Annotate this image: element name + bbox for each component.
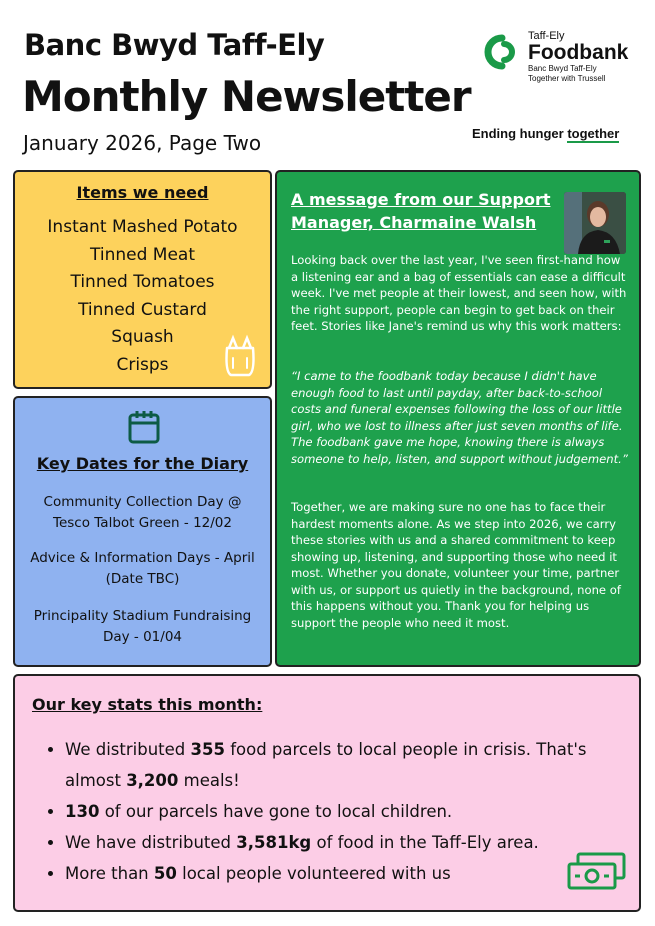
- logo-sub-line1: Banc Bwyd Taff-Ely: [528, 64, 597, 73]
- stat-text: meals!: [178, 771, 240, 790]
- items-needed-heading: Items we need: [76, 183, 209, 202]
- list-item: Tinned Tomatoes: [70, 272, 215, 292]
- list-item: Tinned Meat: [90, 244, 195, 265]
- logo-main-text: Foodbank: [528, 41, 629, 64]
- list-item: Instant Mashed Potato: [47, 217, 238, 237]
- logo-top-text: Taff-Ely: [528, 30, 565, 42]
- stat-text: We have distributed: [65, 833, 237, 852]
- stat-text: local people volunteered with us: [176, 864, 451, 883]
- stat-text: More than: [65, 864, 154, 883]
- message-panel: [275, 170, 641, 667]
- stat-text: of food in the Taff-Ely area.: [311, 833, 539, 852]
- logo-sub-line2: Together with Trussell: [528, 74, 606, 83]
- foodbank-logo-icon: [482, 32, 522, 72]
- stat-number: 355: [190, 740, 225, 759]
- organisation-name: Banc Bwyd Taff-Ely: [24, 28, 325, 62]
- tagline: [472, 126, 619, 141]
- message-heading: A message from our Support Manager, Charmaine Walsh: [291, 190, 551, 232]
- list-item: Tinned Custard: [78, 299, 207, 320]
- items-needed-panel: [13, 170, 272, 389]
- message-paragraph-2: Together, we are making sure no one has to face their hardest moments alone. As we step into 2026, we carry these stories with us and a shared commitment to keep showing up, listening, and supporting those who need it most. Whether you donate, volunteer your time, partner with us, or support us quietly in the background, none of this happens without you. Thank you for helping us support the people who need it most.: [291, 500, 621, 630]
- list-item: [65, 734, 645, 796]
- stat-text: food parcels to local people in crisis. That's almost: [65, 740, 587, 790]
- key-dates-panel: [13, 396, 272, 667]
- stats-list: [35, 734, 645, 889]
- tagline-part2: together: [567, 126, 620, 141]
- date-item: Principality Stadium Fundraising Day - 01/04: [33, 608, 252, 645]
- stat-text: of our parcels have gone to local children.: [99, 802, 453, 821]
- list-item: [65, 796, 645, 827]
- date-item: Advice & Information Days - April (Date TBC): [30, 550, 255, 587]
- stats-panel: [13, 674, 641, 912]
- shopping-bag-icon: [223, 334, 257, 378]
- list-item: Squash: [111, 327, 174, 347]
- stats-heading: Our key stats this month:: [32, 695, 263, 714]
- key-dates-heading: Key Dates for the Diary: [36, 454, 249, 473]
- stat-number: 130: [65, 802, 100, 821]
- foodbank-logo: [482, 30, 642, 90]
- calendar-icon: [128, 410, 160, 444]
- stat-number: 3,200: [126, 771, 179, 790]
- message-paragraph-1: Looking back over the last year, I've seen first-hand how a listening ear and a bag of essentials can ease a difficult week. I've met people at their lowest, and seen how, with the right support, people can begin to get back on their feet. Stories like Jane's remind us why this work matters:: [291, 253, 627, 333]
- stat-text: We distributed: [65, 740, 191, 759]
- money-icon: [566, 852, 628, 892]
- date-item: Community Collection Day @ Tesco Talbot Green - 12/02: [43, 494, 242, 531]
- charmaine-walsh-photo: [564, 192, 626, 254]
- list-item: [65, 858, 645, 889]
- portrait-image: [564, 192, 626, 254]
- message-quote: “I came to the foodbank today because I didn't have enough food to last until payday, after back-to-school costs and funeral expenses following the loss of our little girl, who we lost to illness after just seven months of life. The foodbank gave me hope, knowing there is always someone to help, listen, and support without judgement.”: [291, 369, 628, 466]
- page-title: Monthly Newsletter: [22, 72, 471, 121]
- stat-number: 50: [153, 864, 177, 883]
- stat-number: 3,581kg: [236, 833, 312, 852]
- list-item: [65, 827, 645, 858]
- tagline-part1: Ending hunger: [472, 126, 568, 141]
- list-item: Crisps: [116, 354, 169, 375]
- issue-date: January 2026, Page Two: [23, 131, 262, 155]
